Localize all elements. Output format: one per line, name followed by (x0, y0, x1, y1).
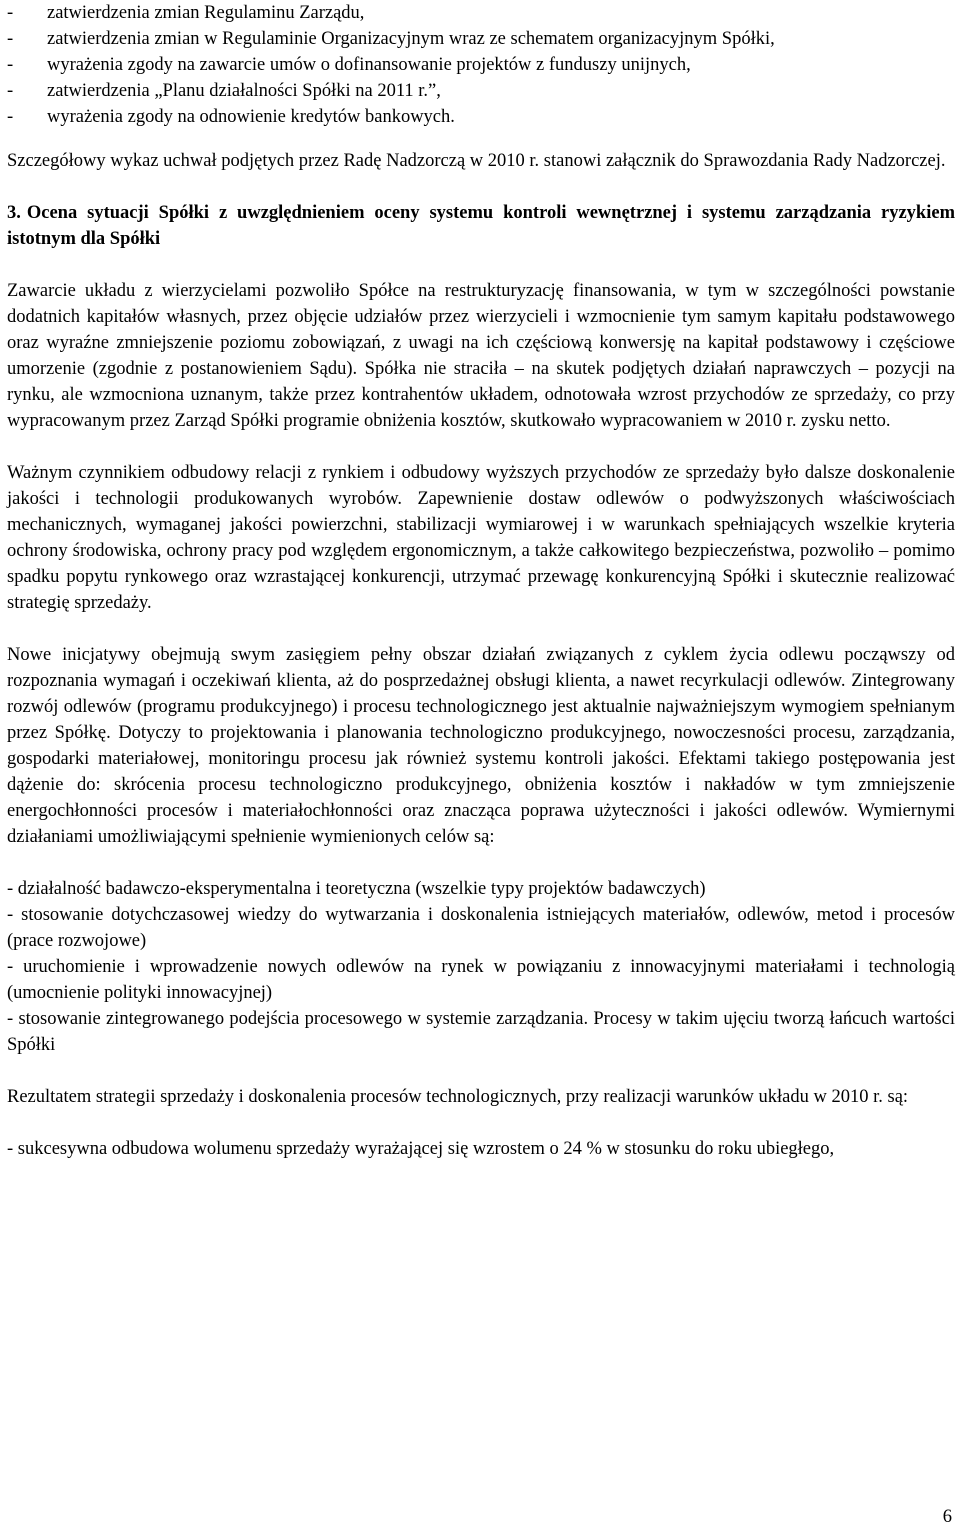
body-paragraph: Rezultatem strategii sprzedaży i doskonalenia procesów technologicznych, przy realizacji warunków układu w 2010 r. są: (7, 1087, 909, 1107)
list-item-text: zatwierdzenia zmian Regulaminu Zarządu, (47, 3, 365, 23)
list-item: - stosowanie zintegrowanego podejścia procesowego w systemie zarządzania. Procesy w takim ujęciu tworzą łańcuch wartości Spółki (7, 1009, 955, 1055)
list-dash: - (7, 55, 14, 75)
body-paragraph: Nowe inicjatywy obejmują swym zasięgiem pełny obszar działań związanych z cyklem życia odlewu począwszy od rozpoznania wymagań i oczekiwań klienta, aż do posprzedażnej obsługi klienta, a nawet recyrkulacji odlewów. Zintegrowany rozwój odlewów (programu produkcyjnego) i procesu technologicznego jest aktualnie najważniejszym wymogiem spełnianym przez Spółkę. Dotyczy to projektowania i planowania technologiczno produkcyjnego, nowoczesności procesu, zarządzania, gospodarki materiałowej, monitoringu procesu jak również systemu kontroli jakości. Efektami takiego postępowania jest dążenie do: skrócenia procesu technologiczno produkcyjnego, obniżenia kosztów i nakładów w tym zmniejszenie energochłonności procesów i materiałochłonności oraz znacząca poprawa użyteczności i jakości odlewów. Wymiernymi działaniami umożliwiającymi spełnienie wymienionych celów są: (7, 645, 955, 847)
document-page (7, 0, 955, 1162)
resolutions-list (7, 0, 955, 130)
section-heading (7, 200, 955, 252)
list-item-text: wyrażenia zgody na odnowienie kredytów bankowych. (47, 107, 455, 127)
list-dash: - (7, 29, 14, 49)
list-item (7, 78, 955, 104)
body-paragraph: - sukcesywna odbudowa wolumenu sprzedaży wyrażającej się wzrostem o 24 % w stosunku do roku ubiegłego, (7, 1139, 835, 1159)
list-item-text: zatwierdzenia „Planu działalności Spółki na 2011 r.”, (47, 81, 441, 101)
body-paragraph: Zawarcie układu z wierzycielami pozwoliło Spółce na restrukturyzację finansowania, w tym w szczególności powstanie dodatnich kapitałów własnych, przez objęcie udziałów przez wierzycieli i wzmocnienie tym samym kapitału podstawowego oraz wyraźne zmniejszenie poziomu zobowiązań, z uwagi na ich częściową konwersję na kapitał podstawowy i częściowe umorzenie (zgodnie z postanowieniem Sądu). Spółka nie straciła – na skutek podjętych działań naprawczych – pozycji na rynku, ale wzmocniona uznanym, także przez kontrahentów układem, odnotowała wzrost przychodów ze sprzedaży, co przy wypracowanym przez Zarząd Spółki programie obniżenia kosztów, skutkowało wypracowaniem w 2010 r. zysku netto. (7, 281, 955, 431)
summary-paragraph: Szczegółowy wykaz uchwał podjętych przez Radę Nadzorczą w 2010 r. stanowi załącznik do Sprawozdania Rady Nadzorczej. (7, 151, 946, 171)
list-item (7, 0, 955, 26)
list-dash: - (7, 81, 14, 101)
list-item-text: zatwierdzenia zmian w Regulaminie Organizacyjnym wraz ze schematem organizacyjnym Spółki, (47, 29, 775, 49)
list-dash: - (7, 107, 14, 127)
list-item-text: wyrażenia zgody na zawarcie umów o dofinansowanie projektów z funduszy unijnych, (47, 55, 691, 75)
body-paragraph: Ważnym czynnikiem odbudowy relacji z rynkiem i odbudowy wyższych przychodów ze sprzedaży było dalsze doskonalenie jakości i technologii produkowanych wyrobów. Zapewnienie dostaw odlewów o podwyższonych właściwościach mechanicznych, wymaganej jakości powierzchni, stabilizacji wymiarowej i w warunkach spełniających wszelkie kryteria ochrony środowiska, ochrony pracy pod względem ergonomicznym, a także całkowitego bezpieczeństwa, pozwoliło – pomimo spadku popytu rynkowego oraz wzrastającej konkurencji, utrzymać przewagę konkurencyjną Spółki i skutecznie realizować strategię sprzedaży. (7, 463, 955, 613)
list-item (7, 52, 955, 78)
section-title: Ocena sytuacji Spółki z uwzględnieniem oceny systemu kontroli wewnętrznej i systemu zarządzania ryzykiem istotnym dla Spółki (7, 203, 955, 249)
actions-list (7, 876, 955, 1058)
list-item: - stosowanie dotychczasowej wiedzy do wytwarzania i doskonalenia istniejących materiałów, odlewów, metod i procesów (prace rozwojowe) (7, 905, 955, 951)
list-dash: - (7, 3, 14, 23)
list-item (7, 26, 955, 52)
section-number: 3. (7, 203, 21, 223)
page-number: 6 (942, 1507, 952, 1527)
list-item: - uruchomienie i wprowadzenie nowych odlewów na rynek w powiązaniu z innowacyjnymi materiałami i technologią (umocnienie polityki innowacyjnej) (7, 957, 955, 1003)
list-item: - działalność badawczo-eksperymentalna i teoretyczna (wszelkie typy projektów badawczych) (7, 879, 706, 899)
list-item (7, 104, 955, 130)
